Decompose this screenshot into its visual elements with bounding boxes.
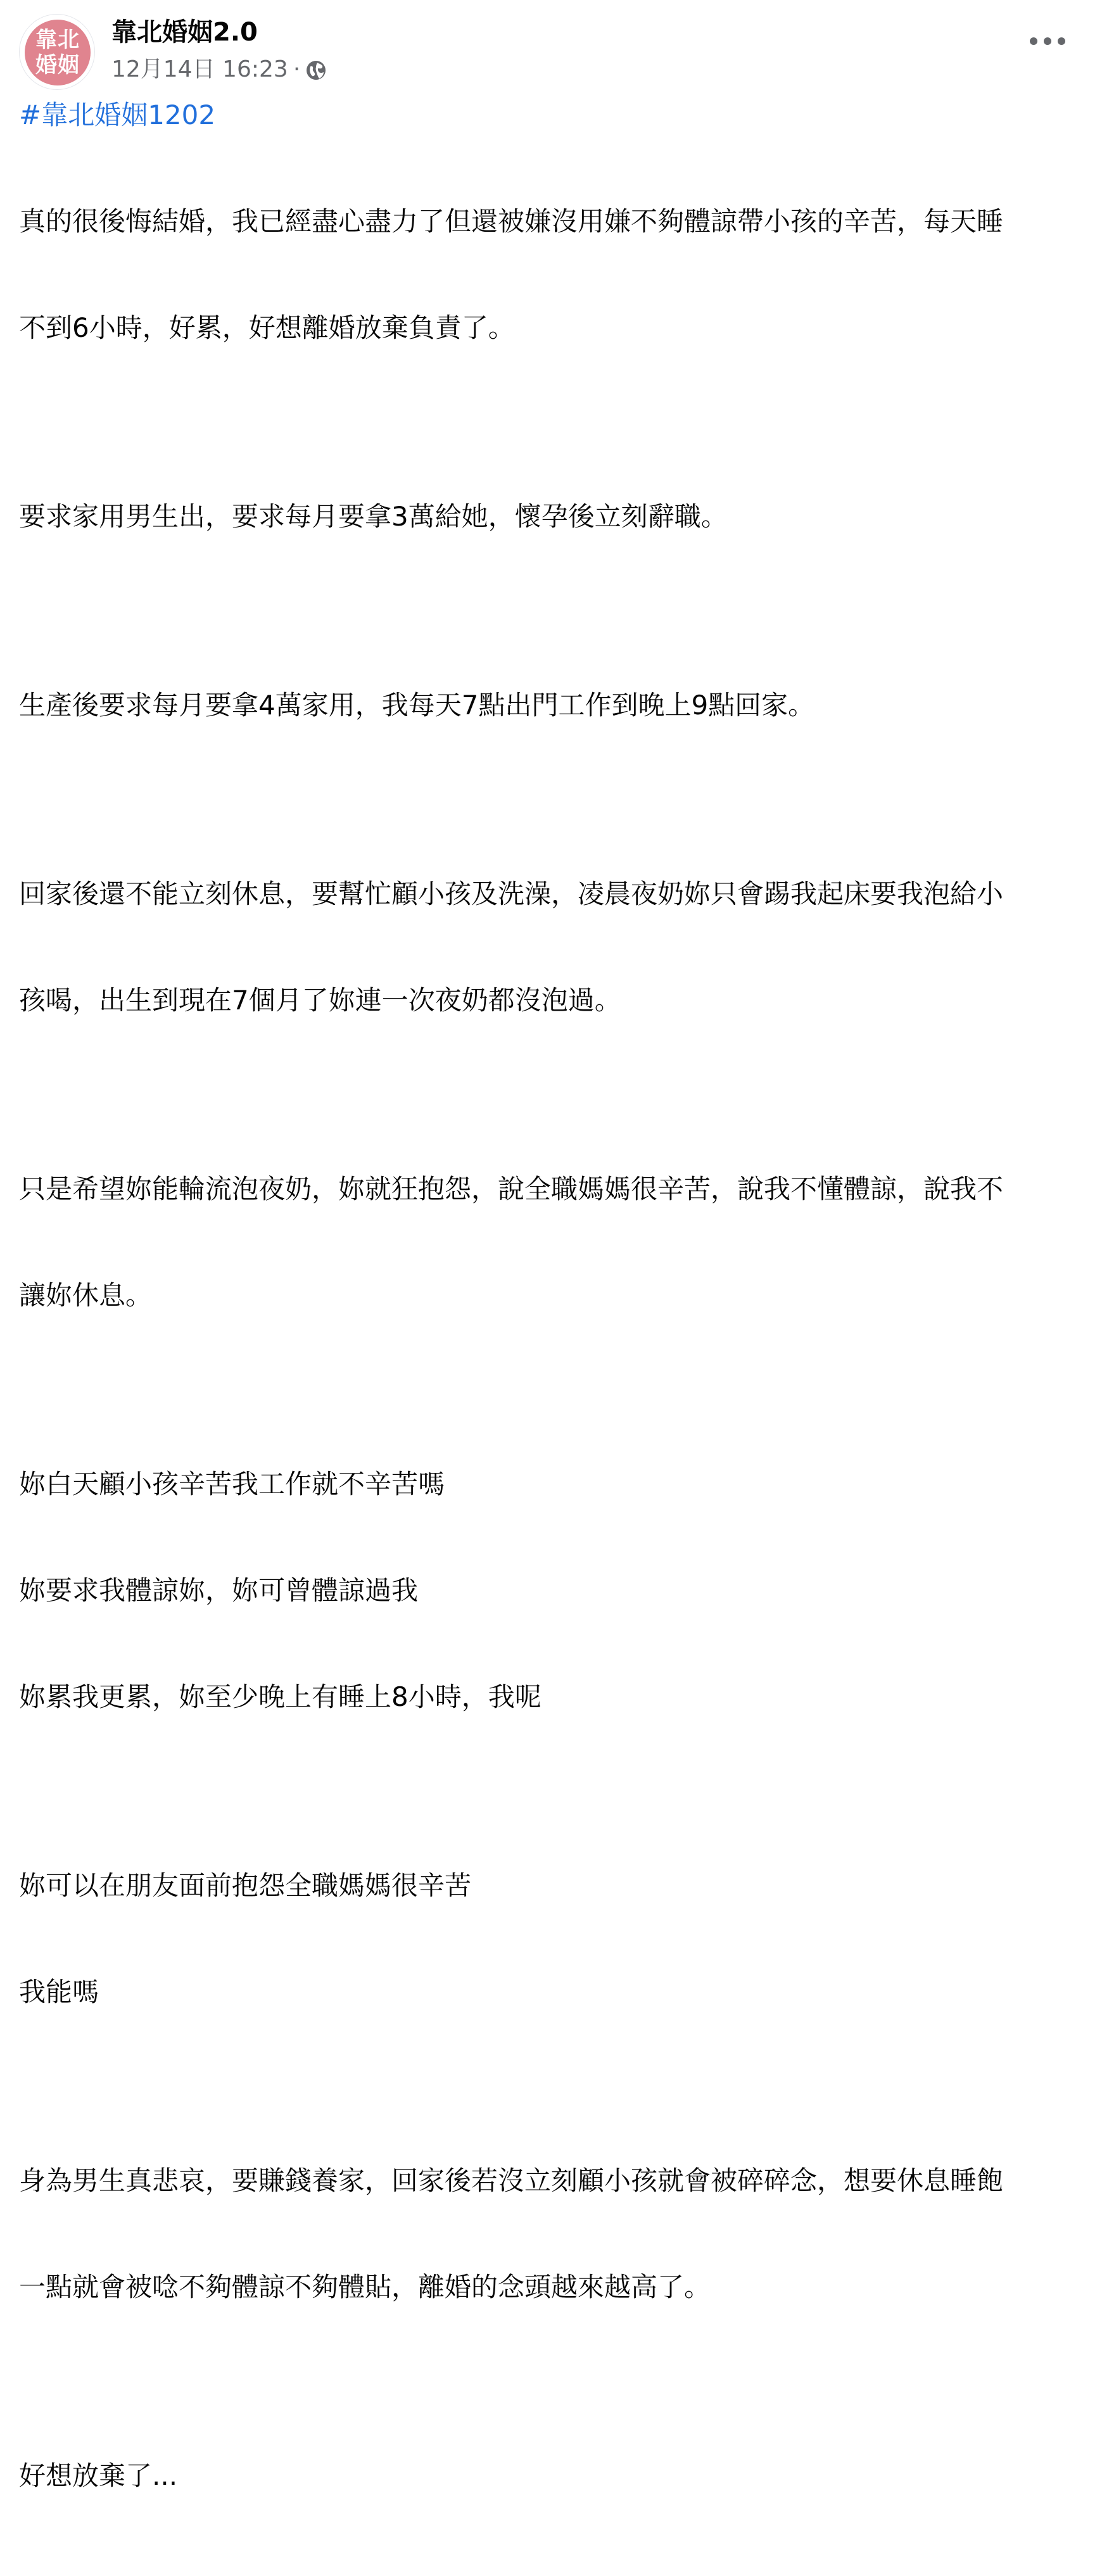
post-paragraph	[19, 2387, 1089, 2565]
text-line: 只是希望妳能輪流泡夜奶，妳就狂抱怨，說全職媽媽很辛苦，說我不懂體諒，說我不	[19, 1173, 1004, 1204]
hashtag-link[interactable]: #靠北婚姻1202	[19, 99, 216, 130]
text-line: 讓妳休息。	[19, 1280, 153, 1311]
post-timestamp[interactable]: 12月14日 16:23	[111, 56, 288, 82]
text-line: 好想放棄了...	[19, 2460, 178, 2491]
post-body	[19, 98, 1089, 2576]
more-dot	[1044, 37, 1051, 45]
text-line: 回家後還不能立刻休息，要幫忙顧小孩及洗澡，凌晨夜奶妳只會踢我起床要我泡給小	[19, 878, 1004, 909]
post-paragraph	[19, 1101, 1089, 1384]
post-paragraph	[19, 1396, 1089, 1786]
page-name[interactable]: 靠北婚姻2.0	[111, 18, 258, 47]
post-paragraph	[19, 1797, 1089, 2081]
text-line: 一點就會被唸不夠體諒不夠體貼，離婚的念頭越來越高了。	[19, 2271, 711, 2302]
post-meta	[111, 54, 327, 85]
text-line: 妳要求我體諒妳，妳可曾體諒過我	[19, 1575, 419, 1606]
more-options-icon[interactable]	[1030, 32, 1065, 51]
text-line: 真的很後悔結婚，我已經盡心盡力了但還被嫌沒用嫌不夠體諒帶小孩的辛苦，每天睡	[19, 206, 1004, 237]
more-dot	[1030, 37, 1037, 45]
post-paragraph	[19, 2092, 1089, 2376]
text-line: 孩喝，出生到現在7個月了妳連一次夜奶都沒泡過。	[19, 985, 621, 1016]
more-dot	[1058, 37, 1065, 45]
text-line: 我能嗎	[19, 1976, 99, 2007]
post-paragraph	[19, 805, 1089, 1089]
post-paragraph	[19, 617, 1089, 794]
text-line: 身為男生真悲哀，要賺錢養家，回家後若沒立刻顧小孩就會被碎碎念，想要休息睡飽	[19, 2165, 1004, 2196]
text-line: 不到6小時，好累，好想離婚放棄負責了。	[19, 312, 515, 343]
globe-icon	[305, 59, 327, 80]
post-header	[19, 14, 1083, 90]
text-line: 妳可以在朋友面前抱怨全職媽媽很辛苦	[19, 1870, 472, 1901]
text-line: 妳白天顧小孩辛苦我工作就不辛苦嗎	[19, 1468, 445, 1500]
avatar[interactable]	[19, 14, 95, 90]
avatar-text-line: 婚姻	[35, 53, 80, 78]
avatar-text-line: 靠北	[35, 27, 80, 53]
post-paragraph	[19, 428, 1089, 605]
post-paragraph	[19, 133, 1089, 417]
avatar-logo	[25, 20, 91, 85]
text-line: 要求家用男生出，要求每月要拿3萬給她，懷孕後立刻辭職。	[19, 501, 728, 532]
text-line: 生產後要求每月要拿4萬家用，我每天7點出門工作到晚上9點回家。	[19, 690, 815, 721]
text-line: 妳累我更累，妳至少晚上有睡上8小時，我呢	[19, 1681, 542, 1712]
meta-separator: ·	[293, 56, 301, 82]
